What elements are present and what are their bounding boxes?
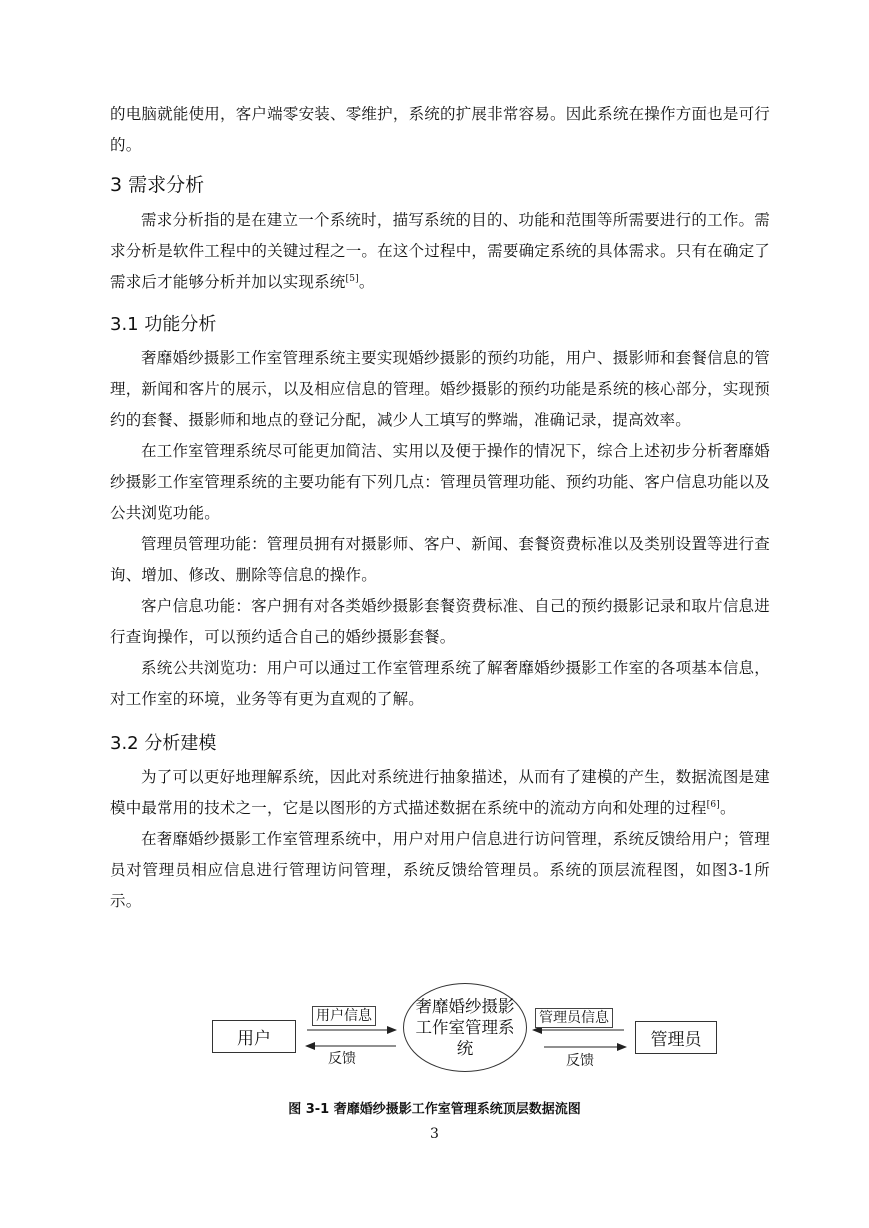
section-3-paragraph-end: 。 <box>358 273 375 291</box>
entity-admin-label: 管理员 <box>650 1030 702 1050</box>
citation-6: [6] <box>706 799 720 810</box>
figure-caption: 图 3-1 奢靡婚纱摄影工作室管理系统顶层数据流图 <box>288 1102 581 1117</box>
section-3-1-paragraph-3: 管理员管理功能：管理员拥有对摄影师、客户、新闻、套餐资费标准以及类别设置等进行查询、增加、修改、删除等信息的操作。 <box>110 535 770 584</box>
intro-paragraph: 的电脑就能使用，客户端零安装、零维护，系统的扩展非常容易。因此系统在操作方面也是可行的。 <box>110 105 770 154</box>
process-system <box>403 983 527 1072</box>
entity-user <box>212 1020 296 1053</box>
section-3-paragraph-text: 需求分析指的是在建立一个系统时，描写系统的目的、功能和范围等所需要进行的工作。需求分析是软件工程中的关键过程之一。在这个过程中，需要确定系统的具体需求。只有在确定了需求后才能够分析并加以实现系统 <box>110 211 770 291</box>
section-3-1-paragraph-5: 系统公共浏览功：用户可以通过工作室管理系统了解奢靡婚纱摄影工作室的各项基本信息，对工作室的环境，业务等有更为直观的了解。 <box>110 659 770 708</box>
entity-user-label: 用户 <box>237 1029 271 1049</box>
entity-admin <box>635 1021 717 1054</box>
section-3-heading: 3 需求分析 <box>110 174 205 196</box>
flow-label-user-info: 用户信息 <box>312 1006 376 1026</box>
flow-label-admin-feedback: 反馈 <box>566 1053 594 1069</box>
process-system-label: 奢靡婚纱摄影工作室管理系统 <box>415 997 515 1058</box>
flow-label-user-feedback: 反馈 <box>328 1051 356 1067</box>
citation-5: [5] <box>345 273 359 284</box>
intro-paragraph-block <box>110 99 770 161</box>
flow-label-admin-info: 管理员信息 <box>535 1008 613 1028</box>
section-3-2-paragraph-2: 在奢靡婚纱摄影工作室管理系统中，用户对用户信息进行访问管理，系统反馈给用户；管理员对管理员相应信息进行管理访问管理，系统反馈给管理员。系统的顶层流程图，如图3-1所示。 <box>110 830 770 910</box>
section-3-2-paragraph-1-text: 为了可以更好地理解系统，因此对系统进行抽象描述，从而有了建模的产生，数据流图是建模中最常用的技术之一，它是以图形的方式描述数据在系统中的流动方向和处理的过程 <box>110 768 770 817</box>
section-3-1-paragraph-1: 奢靡婚纱摄影工作室管理系统主要实现婚纱摄影的预约功能，用户、摄影师和套餐信息的管理，新闻和客片的展示，以及相应信息的管理。婚纱摄影的预约功能是系统的核心部分，实现预约的套餐、摄影师和地点的登记分配，减少人工填写的弊端，准确记录，提高效率。 <box>110 349 770 429</box>
section-3-2-body <box>110 762 770 917</box>
section-3-2-paragraph-1 <box>110 762 770 824</box>
section-3-paragraph <box>110 205 770 298</box>
section-3-1-paragraph-2: 在工作室管理系统尽可能更加简洁、实用以及便于操作的情况下，综合上述初步分析奢靡婚纱摄影工作室管理系统的主要功能有下列几点：管理员管理功能、预约功能、客户信息功能以及公共浏览功能。 <box>110 442 770 522</box>
section-3-1-paragraph-4: 客户信息功能：客户拥有对各类婚纱摄影套餐资费标准、自己的预约摄影记录和取片信息进行查询操作，可以预约适合自己的婚纱摄影套餐。 <box>110 597 770 646</box>
section-3-2-paragraph-1-end: 。 <box>719 799 736 817</box>
section-3-1-heading: 3.1 功能分析 <box>110 314 217 335</box>
page-number: 3 <box>430 1126 439 1142</box>
section-3-1-body <box>110 343 770 715</box>
section-3-body <box>110 205 770 298</box>
section-3-2-heading: 3.2 分析建模 <box>110 733 217 754</box>
